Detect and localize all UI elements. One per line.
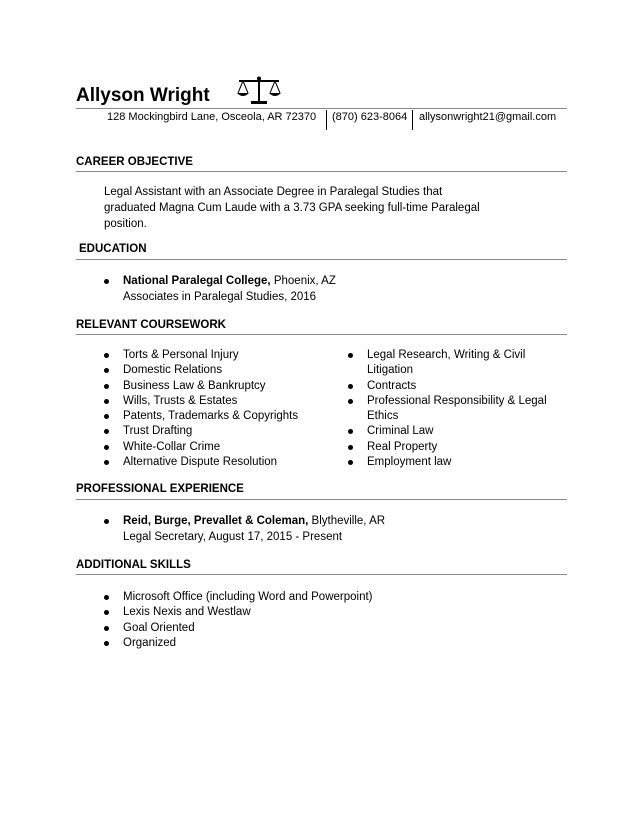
list-item (104, 514, 385, 529)
coursework-list-right (348, 348, 547, 470)
list-item: Domestic Relations (104, 363, 298, 378)
job-role: Legal Secretary, August 17, 2015 - Present (123, 531, 343, 543)
header-divider (76, 108, 567, 109)
section-divider (76, 259, 567, 260)
coursework-heading: RELEVANT COURSEWORK (76, 319, 226, 331)
section-divider (76, 574, 567, 575)
list-item: Lexis Nexis and Westlaw (104, 605, 373, 620)
contact-email: allysonwright21@gmail.com (419, 111, 557, 123)
list-item: Organized (104, 636, 373, 651)
list-item: White-Collar Crime (104, 440, 298, 455)
list-item: Wills, Trusts & Estates (104, 394, 298, 409)
list-item (104, 274, 336, 289)
school-name: National Paralegal College, (123, 275, 271, 287)
career-objective-text (104, 184, 480, 232)
objective-line: Legal Assistant with an Associate Degree in Paralegal Studies that (104, 186, 443, 198)
list-item: Patents, Trademarks & Copyrights (104, 409, 298, 424)
list-item: Professional Responsibility & Legal Ethics (348, 394, 547, 425)
experience-list (104, 514, 385, 529)
list-item: Microsoft Office (including Word and Powerpoint) (104, 590, 373, 605)
contact-phone: (870) 623-8064 (332, 111, 408, 123)
list-item: Real Property (348, 440, 547, 455)
contact-address: 128 Mockingbird Lane, Osceola, AR 72370 (107, 111, 317, 123)
list-item: Criminal Law (348, 424, 547, 439)
contact-separator (326, 110, 327, 130)
section-divider (76, 171, 567, 172)
section-divider (76, 334, 567, 335)
list-item: Trust Drafting (104, 424, 298, 439)
education-list (104, 274, 336, 289)
skills-heading: ADDITIONAL SKILLS (76, 559, 191, 571)
list-item: Goal Oriented (104, 621, 373, 636)
list-item: Alternative Dispute Resolution (104, 455, 298, 470)
list-item: Business Law & Bankruptcy (104, 379, 298, 394)
employer-location: Blytheville, AR (308, 515, 386, 527)
skills-list (104, 590, 373, 651)
contact-separator (412, 110, 413, 130)
school-location: Phoenix, AZ (270, 275, 336, 287)
candidate-name: Allyson Wright (76, 85, 210, 106)
experience-heading: PROFESSIONAL EXPERIENCE (76, 483, 244, 495)
objective-line: position. (104, 218, 147, 230)
list-item: Employment law (348, 455, 547, 470)
list-item: Contracts (348, 379, 547, 394)
coursework-list-left (104, 348, 298, 470)
list-item: Legal Research, Writing & Civil Litigation (348, 348, 547, 379)
section-divider (76, 499, 567, 500)
education-heading: EDUCATION (79, 243, 147, 255)
career-objective-heading: CAREER OBJECTIVE (76, 156, 193, 168)
employer-name: Reid, Burge, Prevallet & Coleman, (123, 515, 309, 527)
scales-of-justice-icon (236, 76, 282, 106)
degree: Associates in Paralegal Studies, 2016 (123, 291, 317, 303)
objective-line: graduated Magna Cum Laude with a 3.73 GPA seeking full-time Paralegal (104, 202, 480, 214)
list-item: Torts & Personal Injury (104, 348, 298, 363)
